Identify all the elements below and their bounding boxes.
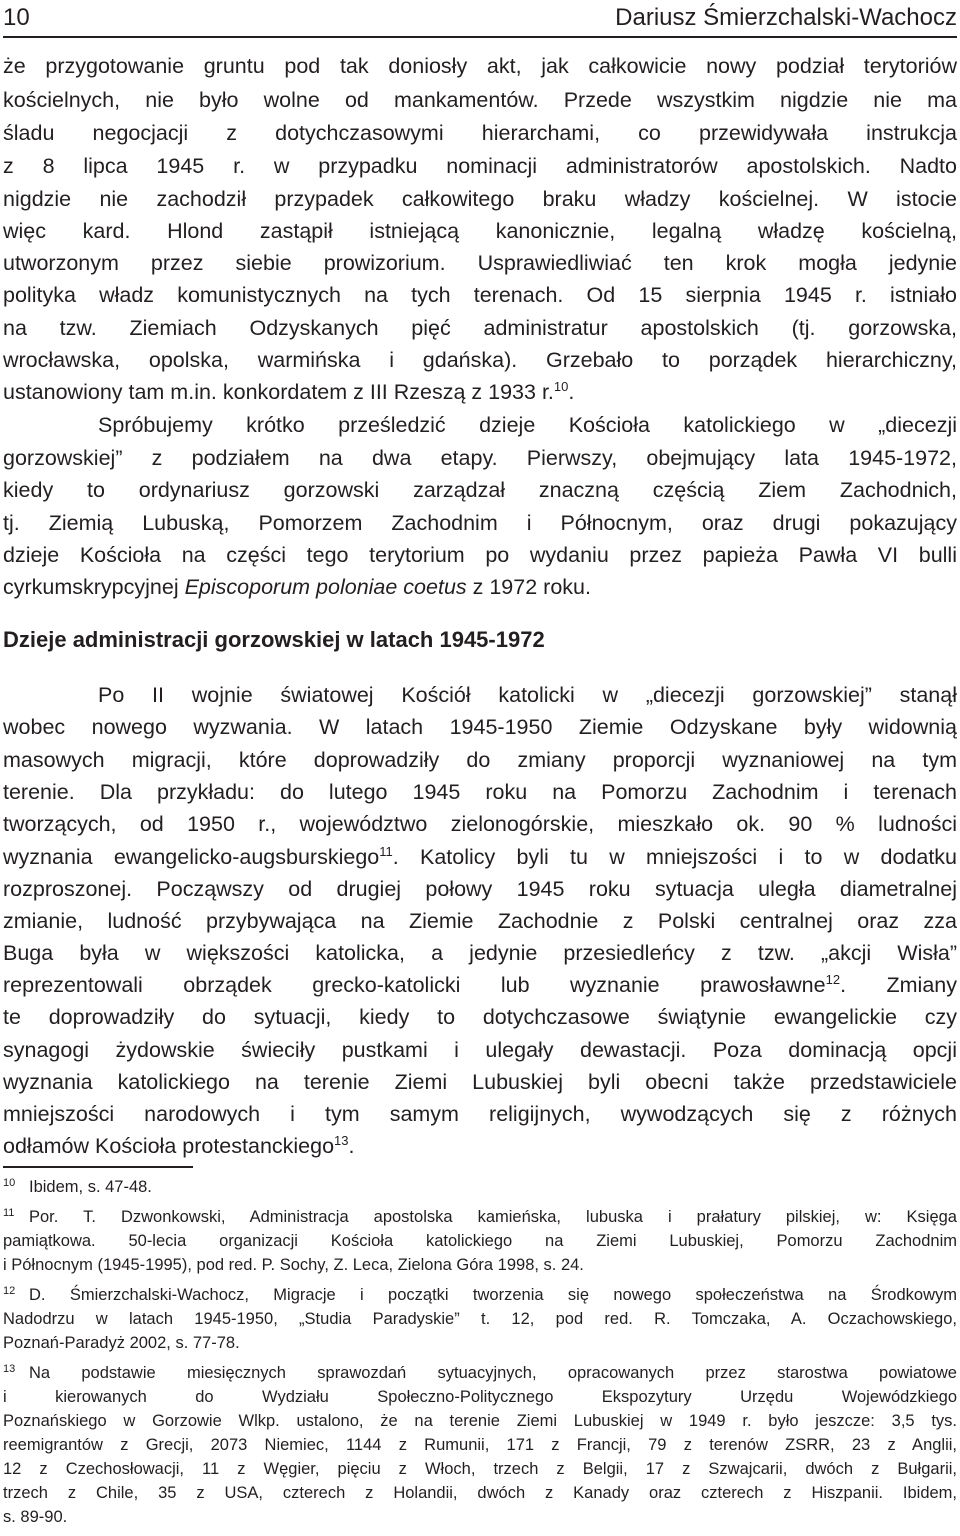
body-line: dzieje Kościoła na części tego terytorium po wydaniu przez papieża Pawła VI bulli	[3, 543, 957, 567]
body-text: cyrkumskrypcyjnej	[3, 575, 185, 599]
section-heading: Dzieje administracji gorzowskiej w latach 1945-1972	[3, 627, 545, 652]
footnote-line: s. 89-90.	[3, 1508, 68, 1526]
body-line: wyznania katolickiego na terenie Ziemi Lubuskiej byli obecni także przedstawiciele	[3, 1070, 957, 1094]
body-text: ustanowiony tam m.in. konkordatem z III Rzeszą z 1933 r.	[3, 380, 554, 404]
body-line: Po II wojnie światowej Kościół katolicki w „diecezji gorzowskiej” stanął	[98, 683, 957, 707]
footnote-11: 11 Por. T. Dzwonkowski, Administracja apostolska kamieńska, lubuska i prałatury pilskiej, w: Księga	[3, 1207, 957, 1226]
body-text: .	[568, 380, 575, 404]
body-line: polityka władz komunistycznych na tych terenach. Od 15 sierpnia 1945 r. istniało	[3, 283, 957, 307]
footnote-text: D. Śmierzchalski-Wachocz, Migracje i początki tworzenia się nowego społeczeństwa na Środkowym	[29, 1286, 957, 1304]
footnote-rule	[3, 1166, 193, 1168]
running-head-author: Dariusz Śmierzchalski-Wachocz	[615, 4, 957, 31]
body-text: odłamów Kościoła protestanckiego	[3, 1134, 335, 1158]
body-text: . Katolicy byli tu w mniejszości i to w dodatku	[392, 845, 957, 869]
body-line: tworzących, od 1950 r., województwo zielonogórskie, mieszkało ok. 90 % ludności	[3, 812, 957, 836]
body-line: mniejszości narodowych i tym samym religijnych, wywodzących się z różnych	[3, 1102, 957, 1126]
body-line	[3, 571, 957, 604]
body-text: z 1972 roku.	[466, 575, 591, 599]
body-line: kiedy to ordynariusz gorzowski zarządzał znaczną częścią Ziem Zachodnich,	[3, 478, 957, 502]
body-text: wyznania ewangelicko-augsburskiego	[3, 845, 380, 869]
running-head	[3, 2, 957, 34]
footnote-text: Na podstawie miesięcznych sprawozdań sytuacyjnych, opracowanych przez starostwa powiatowe	[29, 1364, 957, 1382]
body-line: Spróbujemy krótko prześledzić dzieje Kościoła katolickiego w „diecezji	[98, 413, 957, 437]
header-rule	[3, 36, 957, 38]
footnote-ref-12: 12	[825, 972, 841, 987]
body-line: utworzonym przez siebie prowizorium. Usprawiedliwiać ten krok mogła jedynie	[3, 251, 957, 275]
body-text: .	[348, 1134, 355, 1158]
body-line: masowych migracji, które doprowadziły do zmiany proporcji wyznaniowej na tym	[3, 748, 957, 772]
body-line	[3, 841, 957, 874]
body-line: że przygotowanie gruntu pod tak doniosły akt, jak całkowicie nowy podział terytoriów	[3, 54, 957, 78]
body-line: wobec nowego wyzwania. W latach 1945-1950 Ziemie Odzyskane były widownią	[3, 715, 957, 739]
body-text: . Zmiany	[840, 973, 957, 997]
body-line: na tzw. Ziemiach Odzyskanych pięć administratur apostolskich (tj. gorzowska,	[3, 316, 957, 340]
body-line: Buga była w większości katolicka, a jedynie przesiedleńcy z tzw. „akcji Wisła”	[3, 941, 957, 965]
body-line: gorzowskiej” z podziałem na dwa etapy. Pierwszy, obejmujący lata 1945-1972,	[3, 446, 957, 470]
footnote-line: i Północnym (1945-1995), pod red. P. Sochy, Z. Leca, Zielona Góra 1998, s. 24.	[3, 1256, 584, 1274]
italic-title: Episcoporum poloniae coetus	[184, 575, 467, 599]
body-line: wrocławska, opolska, warmińska i gdańska). Grzebało to porządek hierarchiczny,	[3, 348, 957, 372]
footnote-line: 12 z Czechosłowacji, 11 z Węgier, pięciu z Włoch, trzech z Belgii, 17 z Szwajcarii, dwóch z Bułgarii,	[3, 1460, 957, 1478]
body-line: rozproszonej. Począwszy od drugiej połowy 1945 roku sytuacja uległa diametralnej	[3, 877, 957, 901]
footnote-10: 10 Ibidem, s. 47-48.	[3, 1177, 152, 1196]
body-line: synagogi żydowskie świeciły pustkami i ulegały dewastacji. Poza dominacją opcji	[3, 1038, 957, 1062]
body-line	[3, 1130, 957, 1163]
body-line: tj. Ziemią Lubuską, Pomorzem Zachodnim i Północnym, oraz drugi pokazujący	[3, 511, 957, 535]
body-line	[3, 969, 957, 1002]
body-line: z 8 lipca 1945 r. w przypadku nominacji administratorów apostolskich. Nadto	[3, 154, 957, 178]
body-line: nigdzie nie zachodził przypadek całkowitego braku władzy kościelnej. W istocie	[3, 187, 957, 211]
footnote-line: trzech z Chile, 35 z USA, czterech z Holandii, dwóch z Kanady oraz czterech z Hiszpanii. Ibidem,	[3, 1484, 957, 1502]
body-line: więc kard. Hlond zastąpił istniejącą kanonicznie, legalną władzę kościelną,	[3, 219, 957, 243]
page-number: 10	[3, 4, 30, 31]
footnote-line: Poznań-Paradyż 2002, s. 77-78.	[3, 1334, 240, 1352]
footnote-ref-11: 11	[379, 844, 393, 859]
body-line: terenie. Dla przykładu: do lutego 1945 roku na Pomorzu Zachodnim i terenach	[3, 780, 957, 804]
footnote-ref-10: 10	[553, 379, 569, 394]
body-line: śladu negocjacji z dotychczasowymi hierarchami, co przewidywała instrukcja	[3, 121, 957, 145]
footnote-12: 12 D. Śmierzchalski-Wachocz, Migracje i początki tworzenia się nowego społeczeństwa na Środkowym	[3, 1285, 957, 1304]
footnote-text: Ibidem, s. 47-48.	[29, 1178, 152, 1196]
body-text: reprezentowali obrządek grecko-katolicki lub wyznanie prawosławne	[3, 973, 826, 997]
footnote-line: Nadodrzu w latach 1945-1950, „Studia Paradyskie” t. 12, pod red. R. Tomczaka, A. Oczachowskiego,	[3, 1310, 957, 1328]
footnote-line: pamiątkowa. 50-lecia organizacji Kościoła katolickiego na Ziemi Lubuskiej, Pomorzu Zachodnim	[3, 1232, 957, 1250]
footnote-ref-13: 13	[334, 1133, 349, 1148]
footnote-text: Por. T. Dzwonkowski, Administracja apostolska kamieńska, lubuska i prałatury pilskiej, w: Księga	[29, 1208, 957, 1226]
footnote-line: i kierowanych do Wydziału Społeczno-Politycznego Ekspozytury Urzędu Wojewódzkiego	[3, 1388, 957, 1406]
body-line	[3, 376, 957, 409]
body-line: kościelnych, nie było wolne od mankamentów. Przede wszystkim nigdzie nie ma	[3, 88, 957, 112]
footnote-line: reemigrantów z Grecji, 2073 Niemiec, 1144 z Rumunii, 171 z Francji, 79 z terenów ZSRR, 23 z Anglii,	[3, 1436, 957, 1454]
footnote-13: 13 Na podstawie miesięcznych sprawozdań sytuacyjnych, opracowanych przez starostwa powiatowe	[3, 1363, 957, 1382]
footnote-line: Poznańskiego w Gorzowie Wlkp. ustalono, że na terenie Ziemi Lubuskiej w 1949 r. było jeszcze: 3,5 tys.	[3, 1412, 957, 1430]
body-line: zmianie, ludność przybywająca na Ziemie Zachodnie z Polski centralnej oraz zza	[3, 909, 957, 933]
body-line: te doprowadziły do sytuacji, kiedy to dotychczasowe świątynie ewangelickie czy	[3, 1005, 957, 1029]
